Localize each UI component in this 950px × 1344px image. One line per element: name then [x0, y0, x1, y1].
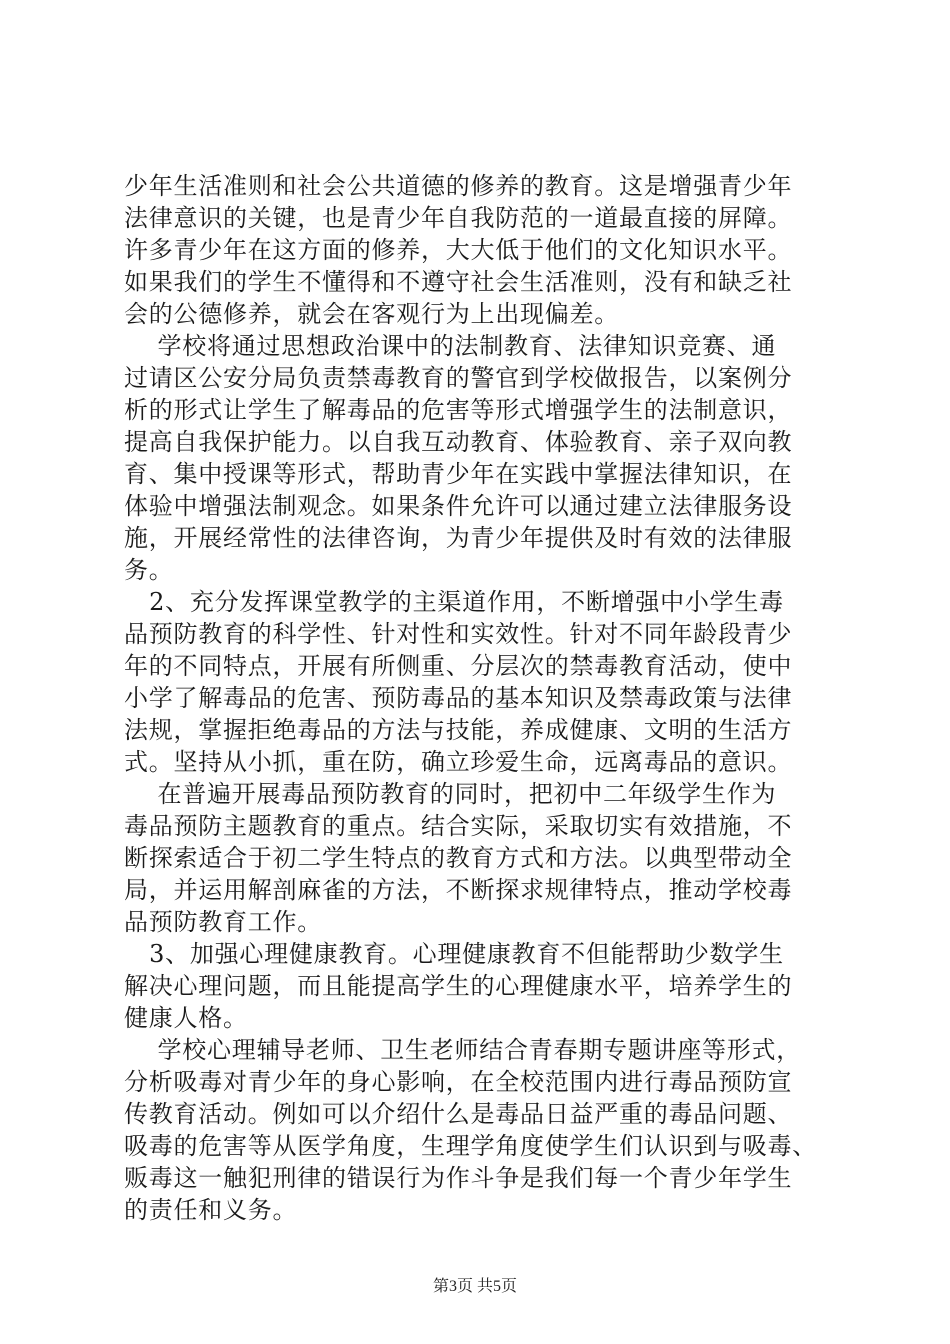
- document-body: [124, 170, 836, 1226]
- text-line: 品预防教育工作。: [124, 908, 322, 936]
- text-line: 2、充分发挥课堂教学的主渠道作用，不断增强中小学生毒: [124, 588, 784, 616]
- text-line: 施，开展经常性的法律咨询，为青少年提供及时有效的法律服: [124, 524, 793, 552]
- text-line: 毒品预防主题教育的重点。结合实际，采取切实有效措施，不: [124, 812, 793, 840]
- text-line: 年的不同特点，开展有所侧重、分层次的禁毒教育活动，使中: [124, 652, 793, 680]
- text-line: 过请区公安分局负责禁毒教育的警官到学校做报告，以案例分: [124, 364, 793, 392]
- text-line: 析的形式让学生了解毒品的危害等形式增强学生的法制意识，: [124, 396, 793, 424]
- text-line: 吸毒的危害等从医学角度，生理学角度使学生们认识到与吸毒、: [124, 1132, 817, 1160]
- text-line: 会的公德修养，就会在客观行为上出现偏差。: [124, 300, 619, 328]
- text-line: 的责任和义务。: [124, 1196, 298, 1224]
- text-line: 体验中增强法制观念。如果条件允许可以通过建立法律服务设: [124, 492, 793, 520]
- text-line: 许多青少年在这方面的修养，大大低于他们的文化知识水平。: [124, 236, 793, 264]
- text-line: 式。坚持从小抓，重在防，确立珍爱生命，远离毒品的意识。: [124, 748, 793, 776]
- text-line: 学校将通过思想政治课中的法制教育、法律知识竞赛、通: [124, 332, 777, 360]
- text-line: 分析吸毒对青少年的身心影响，在全校范围内进行毒品预防宣: [124, 1068, 793, 1096]
- text-line: 学校心理辅导老师、卫生老师结合青春期专题讲座等形式，: [124, 1036, 802, 1064]
- text-line: 少年生活准则和社会公共道德的修养的教育。这是增强青少年: [124, 172, 793, 200]
- text-line: 如果我们的学生不懂得和不遵守社会生活准则，没有和缺乏社: [124, 268, 793, 296]
- text-line: 健康人格。: [124, 1004, 248, 1032]
- text-line: 局，并运用解剖麻雀的方法，不断探求规律特点，推动学校毒: [124, 876, 793, 904]
- text-line: 法律意识的关键，也是青少年自我防范的一道最直接的屏障。: [124, 204, 793, 232]
- text-line: 提高自我保护能力。以自我互动教育、体验教育、亲子双向教: [124, 428, 793, 456]
- text-line: 在普遍开展毒品预防教育的同时，把初中二年级学生作为: [124, 780, 777, 808]
- text-line: 传教育活动。例如可以介绍什么是毒品日益严重的毒品问题、: [124, 1100, 793, 1128]
- text-line: 育、集中授课等形式，帮助青少年在实践中掌握法律知识，在: [124, 460, 793, 488]
- page-number: 第3页 共5页: [432, 1278, 517, 1295]
- text-line: 断探索适合于初二学生特点的教育方式和方法。以典型带动全: [124, 844, 793, 872]
- text-line: 贩毒这一触犯刑律的错误行为作斗争是我们每一个青少年学生: [124, 1164, 793, 1192]
- text-line: 品预防教育的科学性、针对性和实效性。针对不同年龄段青少: [124, 620, 793, 648]
- text-line: 解决心理问题，而且能提高学生的心理健康水平，培养学生的: [124, 972, 793, 1000]
- page-footer: [0, 1277, 950, 1297]
- text-line: 法规，掌握拒绝毒品的方法与技能，养成健康、文明的生活方: [124, 716, 793, 744]
- text-line: 小学了解毒品的危害、预防毒品的基本知识及禁毒政策与法律: [124, 684, 793, 712]
- text-line: 务。: [124, 556, 174, 584]
- text-line: 3、加强心理健康教育。心理健康教育不但能帮助少数学生: [124, 940, 784, 968]
